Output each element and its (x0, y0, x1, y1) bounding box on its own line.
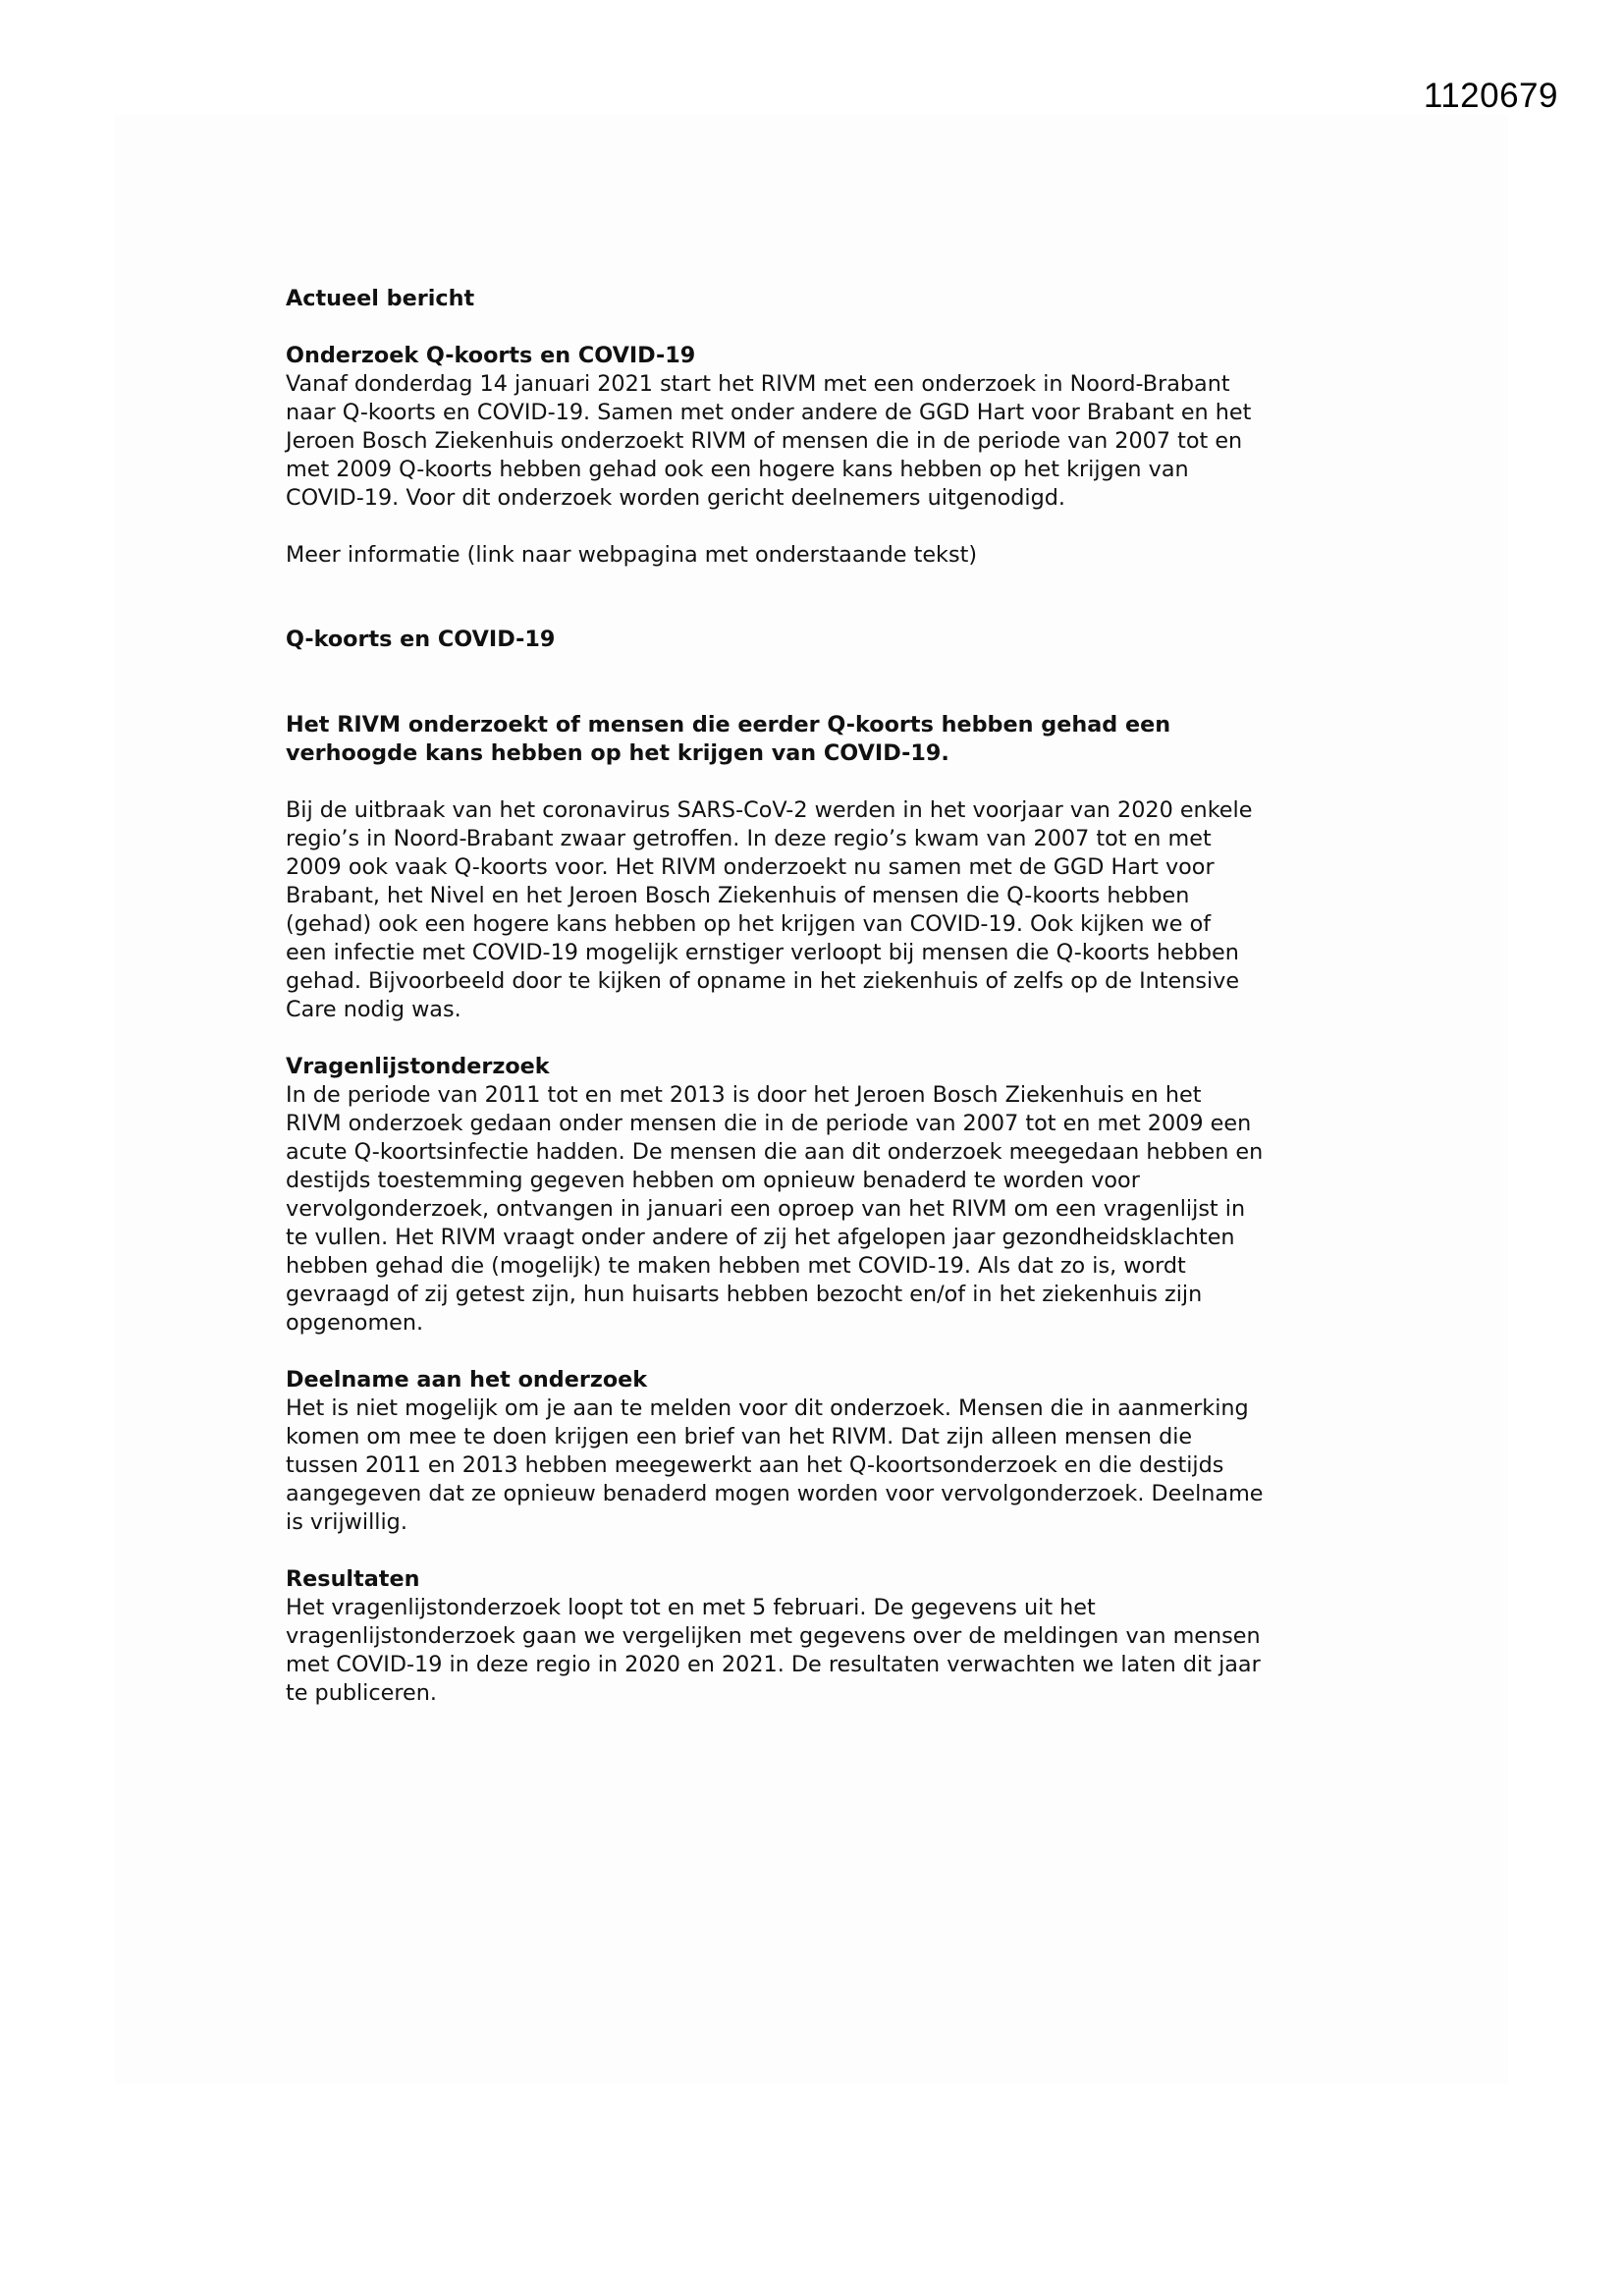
text-line: COVID-19. Voor dit onderzoek worden gericht deelnemers uitgenodigd. (286, 485, 1066, 511)
spacer (286, 513, 1366, 541)
section-heading: Resultaten (286, 1566, 420, 1592)
text-line: een infectie met COVID-19 mogelijk ernstiger verloopt bij mensen die Q-koorts hebben (286, 940, 1239, 965)
text-line: Brabant, het Nivel en het Jeroen Bosch Ziekenhuis of mensen die Q-koorts hebben (286, 883, 1190, 908)
spacer (286, 1537, 1366, 1565)
text-line: Bij de uitbraak van het coronavirus SARS-CoV-2 werden in het voorjaar van 2020 enkele (286, 797, 1253, 823)
spacer (286, 1024, 1366, 1053)
text-line: Jeroen Bosch Ziekenhuis onderzoekt RIVM of mensen die in de periode van 2007 tot en (286, 428, 1243, 454)
lead-line: verhoogde kans hebben op het krijgen van COVID-19. (286, 740, 949, 766)
document-number: 1120679 (1423, 77, 1558, 115)
text-line: komen om mee te doen krijgen een brief van het RIVM. Dat zijn alleen mensen die (286, 1424, 1193, 1449)
text-line: te publiceren. (286, 1680, 437, 1706)
spacer (286, 654, 1366, 711)
section-vragenlijstonderzoek (286, 1053, 1366, 1338)
text-line: vervolgonderzoek, ontvangen in januari een oproep van het RIVM om een vragenlijst in (286, 1196, 1246, 1222)
page-title: Q-koorts en COVID-19 (286, 627, 556, 652)
text-line: te vullen. Het RIVM vraagt onder andere of zij het afgelopen jaar gezondheidsklachten (286, 1225, 1235, 1250)
text-line: (gehad) ook een hogere kans hebben op het krijgen van COVID-19. Ook kijken we of (286, 911, 1212, 937)
section-heading: Deelname aan het onderzoek (286, 1367, 648, 1393)
text-line: Het vragenlijstonderzoek loopt tot en met 5 februari. De gegevens uit het (286, 1595, 1096, 1620)
text-line: regio’s in Noord-Brabant zwaar getroffen. In deze regio’s kwam van 2007 tot en met (286, 826, 1212, 851)
text-line: Het is niet mogelijk om je aan te melden voor dit onderzoek. Mensen die in aanmerking (286, 1395, 1249, 1421)
section-deelname (286, 1366, 1366, 1537)
spacer (286, 313, 1366, 342)
text-line: hebben gehad die (mogelijk) te maken hebben met COVID-19. Als dat zo is, wordt (286, 1253, 1186, 1279)
text-line: gevraagd of zij getest zijn, hun huisarts hebben bezocht en/of in het ziekenhuis zijn (286, 1282, 1203, 1307)
text-line: gehad. Bijvoorbeeld door te kijken of opname in het ziekenhuis of zelfs op de Intensive (286, 968, 1240, 994)
text-line: destijds toestemming gegeven hebben om opnieuw benaderd te worden voor (286, 1168, 1140, 1193)
text-line: acute Q-koortsinfectie hadden. De mensen die aan dit onderzoek meegedaan hebben en (286, 1139, 1264, 1165)
lead-paragraph (286, 711, 1366, 768)
document-content (286, 285, 1366, 1708)
text-line: In de periode van 2011 tot en met 2013 is door het Jeroen Bosch Ziekenhuis en het (286, 1082, 1202, 1108)
text-line: RIVM onderzoek gedaan onder mensen die in de periode van 2007 tot en met 2009 een (286, 1111, 1252, 1136)
spacer (286, 570, 1366, 626)
text-line: met COVID-19 in deze regio in 2020 en 2021. De resultaten verwachten we laten dit jaar (286, 1652, 1261, 1677)
text-line: 2009 ook vaak Q-koorts voor. Het RIVM onderzoekt nu samen met de GGD Hart voor (286, 854, 1215, 880)
text-line: Care nodig was. (286, 997, 461, 1022)
text-line: aangegeven dat ze opnieuw benaderd mogen worden voor vervolgonderzoek. Deelname (286, 1481, 1264, 1506)
section-heading: Vragenlijstonderzoek (286, 1054, 550, 1079)
lead-line: Het RIVM onderzoekt of mensen die eerder Q-koorts hebben gehad een (286, 712, 1171, 738)
actueel-body (286, 370, 1366, 513)
text-line: Vanaf donderdag 14 januari 2021 start het RIVM met een onderzoek in Noord-Brabant (286, 371, 1230, 397)
spacer (286, 1338, 1366, 1366)
text-line: opgenomen. (286, 1310, 424, 1336)
section-resultaten (286, 1565, 1366, 1708)
actueel-label: Actueel bericht (286, 286, 475, 311)
text-line: met 2009 Q-koorts hebben gehad ook een hogere kans hebben op het krijgen van (286, 457, 1189, 482)
intro-paragraph (286, 796, 1366, 1024)
more-info-link-text[interactable]: Meer informatie (link naar webpagina met onderstaande tekst) (286, 542, 978, 568)
text-line: tussen 2011 en 2013 hebben meegewerkt aan het Q-koortsonderzoek en die destijds (286, 1452, 1224, 1478)
spacer (286, 768, 1366, 796)
actueel-title: Onderzoek Q-koorts en COVID-19 (286, 343, 696, 368)
text-line: is vrijwillig. (286, 1509, 407, 1535)
text-line: naar Q-koorts en COVID-19. Samen met onder andere de GGD Hart voor Brabant en het (286, 400, 1252, 425)
more-info-link[interactable] (286, 541, 1366, 570)
text-line: vragenlijstonderzoek gaan we vergelijken met gegevens over de meldingen van mensen (286, 1623, 1261, 1649)
